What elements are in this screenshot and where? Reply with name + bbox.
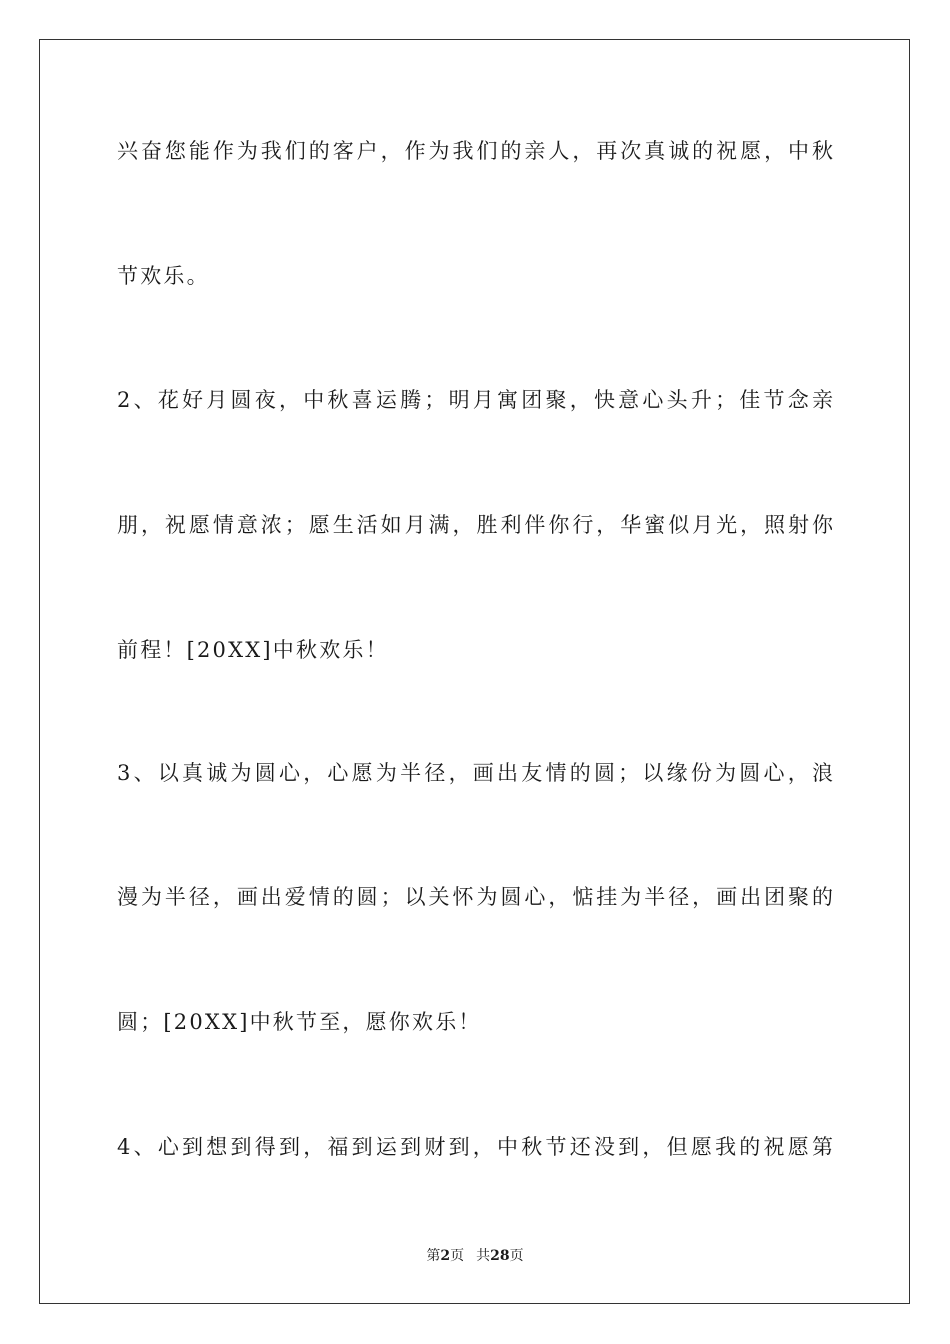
total-pages: 28 xyxy=(490,1248,510,1264)
text-line-8: 圆；[20XX]中秋节至，愿你欢乐！ xyxy=(117,1010,482,1034)
page-number: 2 xyxy=(440,1248,451,1264)
page-footer xyxy=(0,1246,950,1266)
page-frame xyxy=(39,39,910,1304)
text-line-3: 2、花好月圆夜，中秋喜运腾；明月寓团聚，快意心头升；佳节念亲 xyxy=(117,388,833,412)
text-line-6: 3、以真诚为圆心，心愿为半径，画出友情的圆；以缘份为圆心，浪 xyxy=(117,761,833,785)
text-line-4: 朋，祝愿情意浓；愿生活如月满，胜利伴你行，华蜜似月光，照射你 xyxy=(117,513,833,537)
text-line-1: 兴奋您能作为我们的客户，作为我们的亲人，再次真诚的祝愿，中秋 xyxy=(117,139,833,163)
page-suffix: 页 xyxy=(450,1248,465,1264)
text-line-2: 节欢乐。 xyxy=(117,264,210,288)
total-suffix: 页 xyxy=(509,1248,524,1264)
text-line-5: 前程！[20XX]中秋欢乐！ xyxy=(117,638,389,662)
total-prefix: 共 xyxy=(476,1248,491,1264)
text-line-7: 漫为半径，画出爱情的圆；以关怀为圆心，惦挂为半径，画出团聚的 xyxy=(117,885,833,909)
page-prefix: 第 xyxy=(426,1248,441,1264)
text-line-9: 4、心到想到得到，福到运到财到，中秋节还没到，但愿我的祝愿第 xyxy=(117,1135,833,1159)
